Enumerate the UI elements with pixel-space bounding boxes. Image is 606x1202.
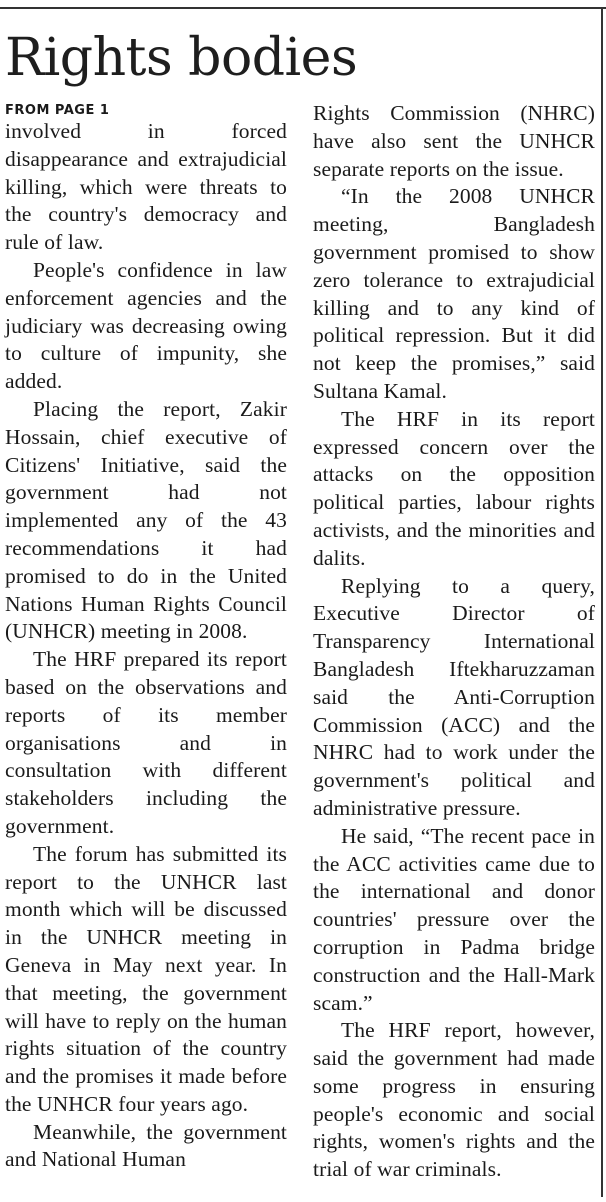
column-rule [601, 7, 603, 1197]
right-column [313, 100, 595, 1184]
paragraph: The HRF report, however, said the government had made some progress in ensuring people's economic and social rights, women's rights and the trial of war criminals. [313, 1018, 595, 1182]
continuation-kicker: FROM PAGE 1 [5, 103, 110, 118]
top-rule [0, 7, 606, 9]
paragraph: Replying to a query, Executive Director of Transparency International Bangladesh Iftekharuzzaman said the Anti-Corruption Commission (ACC) and the NHRC had to work under the government's political and administrative pressure. [313, 573, 595, 820]
paragraph: Meanwhile, the government and National Human [5, 1119, 287, 1172]
paragraph: He said, “The recent pace in the ACC activities came due to the international and donor countries' pressure over the corruption in Padma bridge construction and the Hall-Mark scam.” [313, 823, 595, 1015]
paragraph: The HRF in its report expressed concern over the attacks on the opposition political parties, labour rights activists, and the minorities and dalits. [313, 406, 595, 570]
paragraph: The HRF prepared its report based on the observations and reports of its member organisations and in consultation with different stakeholders including the government. [5, 647, 287, 838]
left-column [5, 118, 287, 1174]
paragraph: involved in forced disappearance and extrajudicial killing, which were threats to the country's democracy and rule of law. [5, 119, 287, 255]
paragraph: Placing the report, Zakir Hossain, chief executive of Citizens' Initiative, said the government had not implemented any of the 43 recommendations it had promised to do in the United Nations Human Rights Council (UNHCR) meeting in 2008. [5, 396, 287, 644]
headline: Rights bodies [5, 28, 358, 88]
paragraph: The forum has submitted its report to the UNHCR last month which will be discussed in the UNHCR meeting in Geneva in May next year. In that meeting, the government will have to reply on the human rights situation of the country and the promises it made before the UNHCR four years ago. [5, 841, 287, 1116]
paragraph: People's confidence in law enforcement agencies and the judiciary was decreasing owing to culture of impunity, she added. [5, 257, 287, 394]
paragraph: “In the 2008 UNHCR meeting, Bangladesh government promised to show zero tolerance to extrajudicial killing and to any kind of political repression. But it did not keep the promises,” said Sultana Kamal. [313, 184, 595, 403]
paragraph: Rights Commission (NHRC) have also sent the UNHCR separate reports on the issue. [313, 101, 595, 181]
